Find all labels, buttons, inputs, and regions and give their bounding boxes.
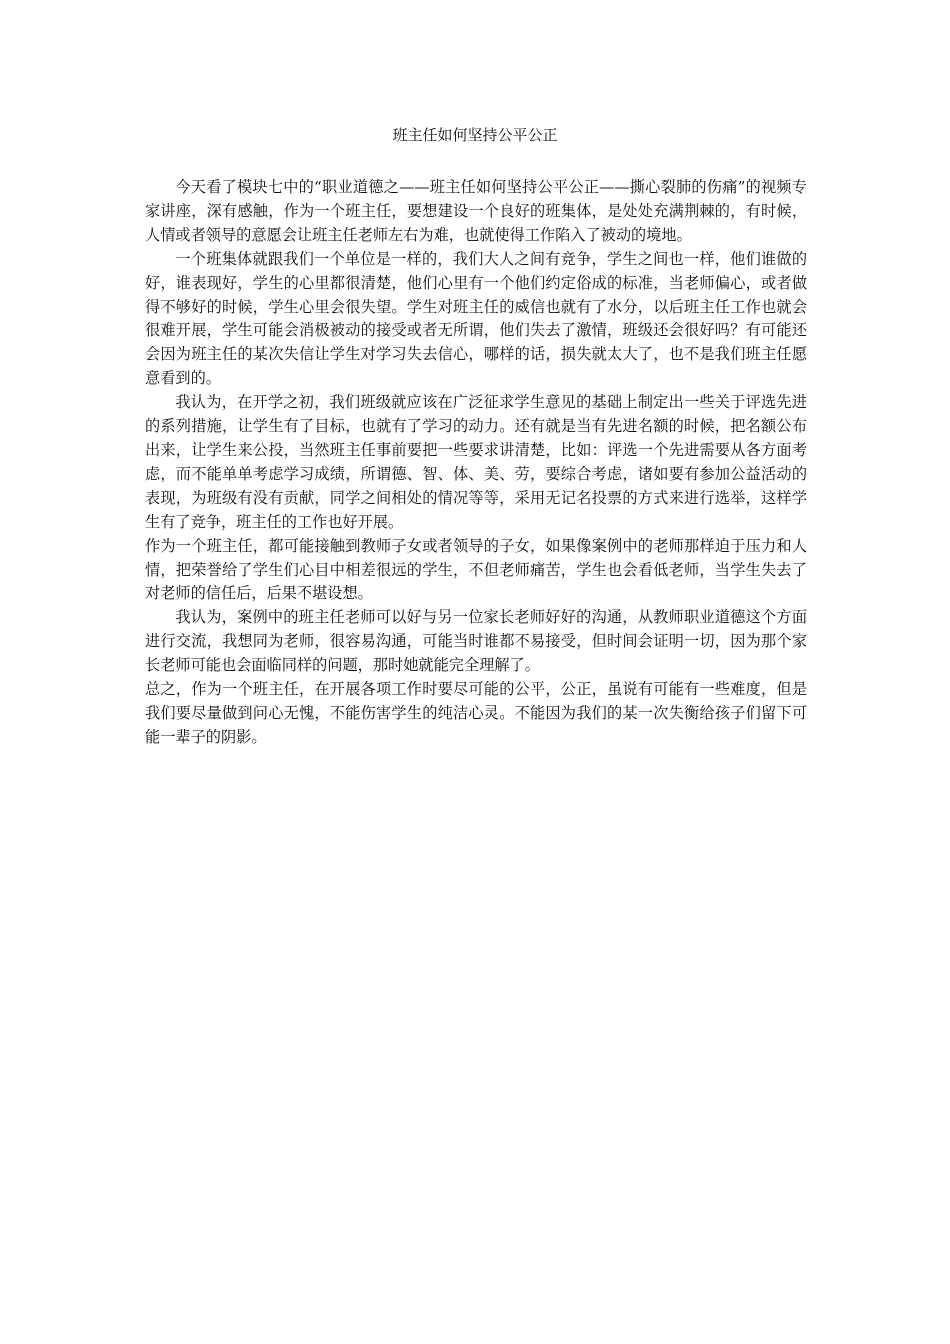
paragraph-6: 总之，作为一个班主任，在开展各项工作时要尽可能的公平，公正，虽说有可能有一些难度，但是我们要尽量做到问心无愧，不能伤害学生的纯洁心灵。不能因为我们的某一次失衡给孩子们留下可能一辈子的阴影。 bbox=[145, 680, 807, 746]
paragraph-1: 今天看了模块七中的“职业道德之——班主任如何坚持公平公正——撕心裂肺的伤痛”的视频专家讲座，深有感触，作为一个班主任，要想建设一个良好的班集体，是处处充满荆棘的，有时候，人情或者领导的意愿会让班主任老师左右为难，也就使得工作陷入了被动的境地。 bbox=[145, 178, 807, 244]
paragraph-5: 我认为，案例中的班主任老师可以好与另一位家长老师好好的沟通，从教师职业道德这个方面进行交流，我想同为老师，很容易沟通，可能当时谁都不易接受，但时间会证明一切，因为那个家长老师可能也会面临同样的问题，那时她就能完全理解了。 bbox=[145, 608, 807, 675]
document-body bbox=[145, 176, 807, 750]
paragraph-2: 一个班集体就跟我们一个单位是一样的，我们大人之间有竞争，学生之间也一样，他们谁做的好，谁表现好，学生的心里都很清楚，他们心里有一个他们约定俗成的标准，当老师偏心，或者做得不够好的时候，学生心里会很失望。学生对班主任的威信也就有了水分，以后班主任工作也就会很难开展，学生可能会消极被动的接受或者无所谓，他们失去了激情，班级还会很好吗？有可能还会因为班主任的某次失信让学生对学习失去信心，哪样的话，损失就太大了，也不是我们班主任愿意看到的。 bbox=[145, 249, 807, 388]
paragraph-4: 作为一个班主任，都可能接触到教师子女或者领导的子女，如果像案例中的老师那样迫于压力和人情，把荣誉给了学生们心目中相差很远的学生，不但老师痛苦，学生也会看低老师，当学生失去了对老师的信任后，后果不堪设想。 bbox=[145, 536, 807, 603]
paragraph-3: 我认为，在开学之初，我们班级就应该在广泛征求学生意见的基础上制定出一些关于评选先进的系列措施，让学生有了目标，也就有了学习的动力。还有就是当有先进名额的时候，把名额公布出来，让学生来公投，当然班主任事前要把一些要求讲清楚，比如：评选一个先进需要从各方面考虑，而不能单单考虑学习成绩，所谓德、智、体、美、劳，要综合考虑，诸如要有参加公益活动的表现，为班级有没有贡献，同学之间相处的情况等等，采用无记名投票的方式来进行选举，这样学生有了竞争，班主任的工作也好开展。 bbox=[145, 393, 807, 531]
document-title: 班主任如何坚持公平公正 bbox=[392, 126, 558, 144]
